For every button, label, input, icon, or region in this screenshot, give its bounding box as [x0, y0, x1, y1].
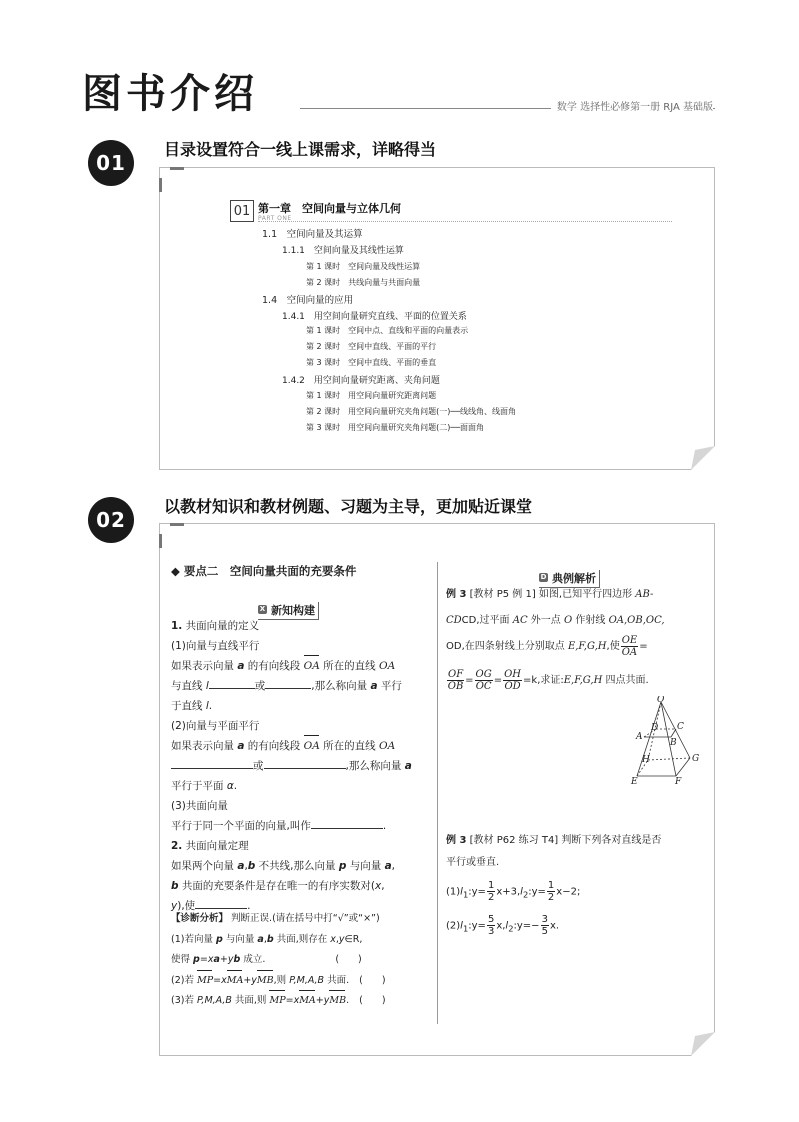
column-divider	[437, 562, 438, 1024]
toc-divider	[258, 221, 672, 222]
example-tag: D 典例解析	[539, 564, 600, 588]
left-column-body: 1. 共面向量的定义 (1)向量与直线平行 如果表示向量 a 的有向线段 OA 所在的直线 OA 与直线 l 或 ,那么称向量 a 平行 于直线 l. (2)向量与平面平行 如果表示向量 a 的有向线段 OA 所在的直线 OA 或 ,那么称向量 a 平行于平面 α. (3)共面向量 平行于同一个平面的向量,叫作 . 2. 共面向量定理 如果两个向量 a,b 不共线,那么向量 p 与向量 a, b 共面的充要条件是存在唯一的有序实数对(x, y),使 .	[171, 620, 412, 912]
part-label: PART ONE	[258, 215, 292, 222]
toc-item: 1.1.1 空间向量及其线性运算	[282, 246, 404, 256]
section-badge-02: 02	[88, 497, 134, 543]
figure-label: E	[631, 777, 638, 787]
chapter-number-box: 01	[230, 200, 254, 222]
figure-label: G	[692, 754, 700, 764]
toc-item: 1.4.1 用空间向量研究直线、平面的位置关系	[282, 312, 467, 322]
figure-label: A	[636, 732, 643, 742]
toc-item: 第 1 课时 空间向量及线性运算	[306, 262, 421, 271]
example-1-text: 例 3 [教材 P5 例 1] 如图,已知平行四边形 AB- CDCD,过平面 AC 外一点 O 作射线 OA,OB,OC, OD,在四条射线上分别取点 E,F,G,H,使 $\frac{OE}{OA}$ = $\frac{OF}{OB}$ = $\frac{OG}{OC}$ = $\frac{OH}{OD}$ =k,求证:E,F,G,H 四点共面.	[446, 589, 665, 692]
book-subtitle: 数学 选择性必修第一册 RJA 基础版	[551, 98, 713, 113]
new-knowledge-tag: X 新知构建	[258, 596, 319, 620]
page-curl-icon	[691, 1032, 715, 1056]
figure-label: C	[677, 722, 684, 732]
toc-item: 第 3 课时 用空间向量研究夹角问题(二)──面面角	[306, 423, 485, 432]
figure-label: D	[651, 723, 659, 733]
example-2-text: 例 3 [教材 P62 练习 T4] 判断下列各对直线是否 平行或垂直. $(1)l_1:y=$ $\frac{1}{2}$ $x+3,l_2:y=$ $\frac{1}{2}$ x−2; $(2)l_1:y=$ $\frac{5}{3}$ $x,l_2:y=-$ $\frac{3}{5}$ x.	[446, 835, 662, 937]
toc-item: 第 2 课时 空间中直线、平面的平行	[306, 342, 437, 351]
toc-item: 1.1 空间向量及其运算	[262, 229, 363, 240]
page-title: 图书介绍	[82, 71, 258, 117]
section-1-title: 目录设置符合一线上课需求，详略得当	[164, 140, 437, 159]
figure-label: B	[670, 738, 677, 748]
toc-item: 第 3 课时 空间中直线、平面的垂直	[306, 358, 437, 367]
toc-item: 第 2 课时 用空间向量研究夹角问题(一)──线线角、线面角	[306, 407, 517, 416]
page-curl-icon	[691, 446, 715, 470]
pyramid-figure	[626, 696, 706, 788]
toc-item: 第 2 课时 共线向量与共面向量	[306, 278, 421, 287]
figure-label: O	[657, 696, 665, 705]
section-badge-01: 01	[88, 140, 134, 186]
figure-label: H	[642, 755, 650, 765]
key-point-heading: ◆ 要点二 空间向量共面的充要条件	[171, 564, 357, 578]
figure-label: F	[675, 777, 682, 787]
toc-item: 1.4.2 用空间向量研究距离、夹角问题	[282, 376, 440, 386]
section-2-title: 以教材知识和教材例题、习题为主导，更加贴近课堂	[164, 497, 533, 516]
diagnosis-block: 【诊断分析】 判断正误.(请在括号中打“√”或“×”) (1)若向量 p 与向量 a,b 共面,则存在 x,y∈R, 使得 p=xa+yb 成立. ( ) (2)若 MP=xMA+yMB,则 P,M,A,B 共面. ( ) (3)若 P,M,A,B 共面,则 MP=xMA+yMB. ( )	[171, 909, 386, 1012]
d-badge-icon: D	[540, 573, 547, 581]
toc-item: 第 1 课时 空间中点、直线和平面的向量表示	[306, 326, 469, 335]
chapter-title: 第一章 空间向量与立体几何	[258, 202, 401, 215]
toc-item: 第 1 课时 用空间向量研究距离问题	[306, 391, 437, 400]
toc-item: 1.4 空间向量的应用	[262, 295, 354, 306]
x-badge-icon: X	[259, 605, 266, 613]
